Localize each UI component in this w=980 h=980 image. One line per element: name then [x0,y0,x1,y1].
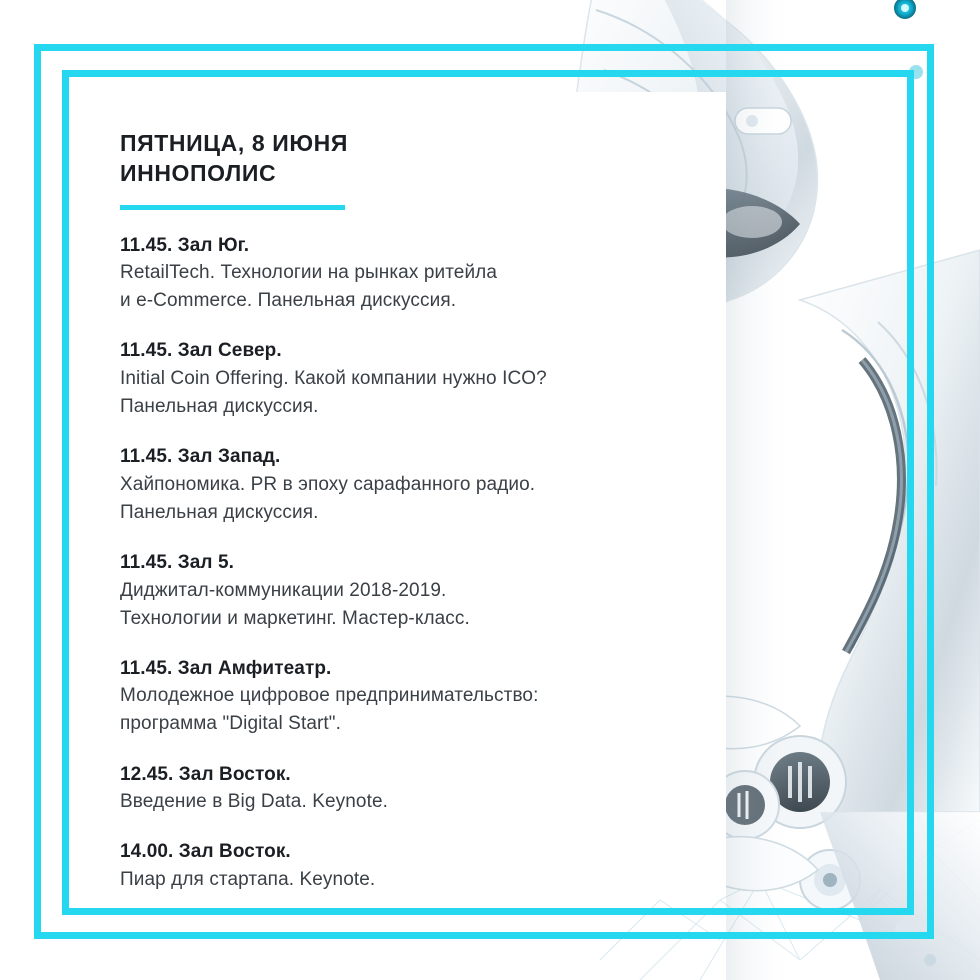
session-description [120,577,720,633]
session-description-line: Пиар для стартапа. Keynote. [120,868,376,890]
session-heading: 11.45. Зал Запад. [120,446,281,468]
session-description-line: Панельная дискуссия. [120,396,319,418]
session-heading: 14.00. Зал Восток. [120,841,291,863]
list-item [120,549,720,633]
list-item [120,337,720,421]
session-description-line: Введение в Big Data. Keynote. [120,791,389,813]
session-description [120,788,720,816]
title-line-1: ПЯТНИЦА, 8 ИЮНЯ [120,130,349,156]
session-description-line: Initial Coin Offering. Какой компании нужно ICO? [120,368,547,390]
list-item [120,761,720,817]
session-description [120,471,720,527]
session-description-line: Диджитал-коммуникации 2018-2019. [120,579,447,601]
title-line-2: ИННОПОЛИС [120,160,277,187]
title-underline-rule [120,205,345,210]
schedule-content [120,128,720,894]
session-description-line: программа "Digital Start". [120,713,342,735]
session-heading: 11.45. Зал 5. [120,552,235,574]
session-heading: 12.45. Зал Восток. [120,763,291,785]
session-heading: 11.45. Зал Юг. [120,234,250,256]
page-title [120,128,720,189]
session-description [120,682,720,738]
session-description [120,259,720,315]
session-description [120,365,720,421]
list-item [120,232,720,316]
list-item [120,443,720,527]
session-heading: 11.45. Зал Север. [120,340,282,362]
session-description [120,866,720,894]
session-description-line: и e-Commerce. Панельная дискуссия. [120,290,457,312]
session-description-line: Хайпономика. PR в эпоху сарафанного радио. [120,473,536,495]
session-heading: 11.45. Зал Амфитеатр. [120,657,332,679]
list-item [120,655,720,739]
session-description-line: Панельная дискуссия. [120,501,319,523]
session-description-line: Молодежное цифровое предпринимательство: [120,685,539,707]
session-description-line: Технологии и маркетинг. Мастер-класс. [120,607,470,629]
session-description-line: RetailTech. Технологии на рынках ритейла [120,262,498,284]
list-item [120,838,720,894]
